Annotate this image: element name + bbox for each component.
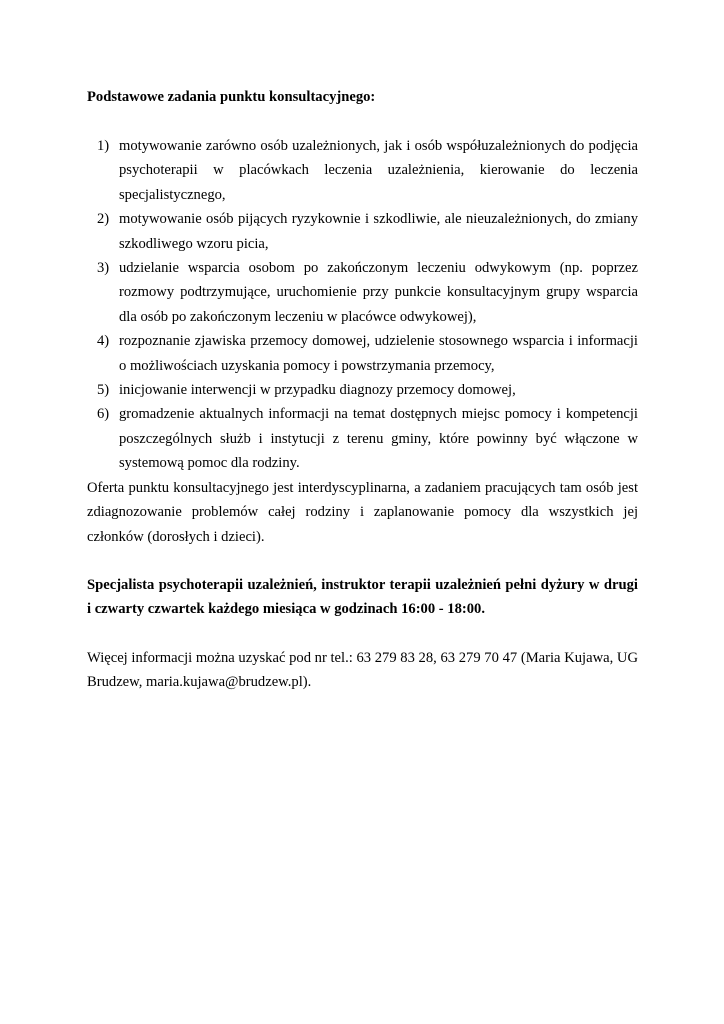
task-text: udzielanie wsparcia osobom po zakończonym leczeniu odwykowym (np. poprzez rozmowy podtrzymujące, uruchomienie przy punkcie konsultacyjnym grupy wsparcia dla osób po zakończonym leczeniu w placówce odwykowej), bbox=[119, 260, 638, 325]
task-number: 2) bbox=[97, 211, 110, 228]
task-item bbox=[87, 329, 638, 378]
document-body bbox=[87, 88, 638, 695]
task-text: motywowanie osób pijących ryzykownie i szkodliwie, ale nieuzależnionych, do zmiany szkodliwego wzoru picia, bbox=[119, 211, 638, 252]
task-text: rozpoznanie zjawiska przemocy domowej, udzielenie stosownego wsparcia i informacji o możliwościach uzyskania pomocy i powstrzymania przemocy, bbox=[119, 333, 638, 374]
task-number: 1) bbox=[97, 138, 110, 154]
task-number: 3) bbox=[97, 260, 110, 277]
task-item bbox=[87, 378, 638, 402]
task-text: motywowanie zarówno osób uzależnionych, jak i osób współuzależnionych do podjęcia psychoterapii w placówkach leczenia uzależnienia, kierowanie do leczenia specjalistycznego, bbox=[119, 138, 638, 203]
task-item bbox=[87, 134, 638, 207]
task-item bbox=[87, 256, 638, 329]
task-item bbox=[87, 402, 638, 475]
task-number: 5) bbox=[97, 382, 110, 399]
task-text: inicjowanie interwencji w przypadku diagnozy przemocy domowej, bbox=[119, 382, 516, 399]
task-text: gromadzenie aktualnych informacji na temat dostępnych miejsc pomocy i kompetencji poszczególnych służb i instytucji z terenu gminy, które powinny być włączone w systemową pomoc dla rodziny. bbox=[119, 406, 638, 472]
paragraph-spacer bbox=[87, 549, 638, 573]
offer-paragraph: Oferta punktu konsultacyjnego jest interdyscyplinarna, a zadaniem pracujących tam osób jest zdiagnozowanie problemów całej rodziny i zaplanowanie pomocy dla wszystkich jej członków (dorosłych i dzieci). bbox=[87, 479, 638, 545]
paragraph-spacer bbox=[87, 622, 638, 646]
task-item bbox=[87, 207, 638, 256]
section-heading: Podstawowe zadania punktu konsultacyjnego: bbox=[87, 89, 376, 105]
contact-paragraph: Więcej informacji można uzyskać pod nr tel.: 63 279 83 28, 63 279 70 47 (Maria Kujawa, UG Brudzew, maria.kujawa@brudzew.pl). bbox=[87, 649, 638, 691]
task-number: 4) bbox=[97, 333, 110, 350]
task-list bbox=[87, 134, 638, 476]
duty-hours-paragraph: Specjalista psychoterapii uzależnień, instruktor terapii uzależnień pełni dyżury w drugi i czwarty czwartek każdego miesiąca w godzinach 16:00 - 18:00. bbox=[87, 576, 638, 618]
task-number: 6) bbox=[97, 406, 110, 423]
